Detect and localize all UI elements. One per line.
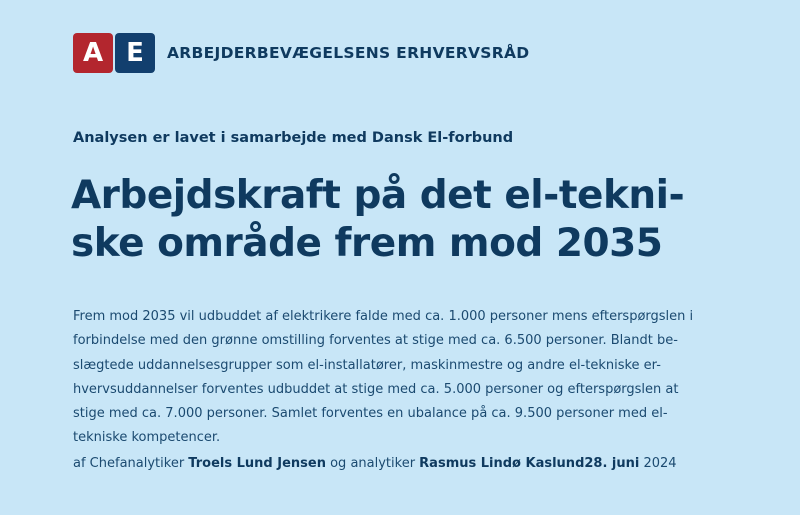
- title-line-1: Arbejdskraft på det el-tekni-: [71, 173, 685, 218]
- page-title: [71, 172, 691, 268]
- logo-e-box: E: [115, 33, 155, 73]
- authors: [73, 456, 584, 471]
- abstract-line: hvervsuddannelser forventes udbuddet at stige med ca. 5.000 personer og efterspørgslen at: [73, 381, 679, 397]
- abstract-line: stige med ca. 7.000 personer. Samlet forventes en ubalance på ca. 9.500 personer med el-: [73, 406, 668, 422]
- byline-prefix: af Chefanalytiker: [73, 456, 189, 471]
- abstract-line: slægtede uddannelsesgrupper som el-installatører, maskinmestre og andre el-tekniske er-: [73, 357, 661, 373]
- author-2: Rasmus Lindø Kaslund: [419, 456, 585, 471]
- byline: [73, 456, 677, 471]
- abstract-text: [73, 305, 694, 451]
- byline-middle: og analytiker: [325, 456, 420, 471]
- date-day-month: 28. juni: [584, 456, 640, 471]
- abstract-line: Frem mod 2035 vil udbuddet af elektrikere falde med ca. 1.000 personer mens efterspørgslen i: [73, 309, 694, 324]
- logo-a-box: A: [73, 33, 113, 73]
- logo: [73, 33, 529, 73]
- abstract-line: forbindelse med den grønne omstilling forventes at stige med ca. 6.500 personer. Blandt be-: [73, 333, 678, 349]
- date-year: 2024: [639, 456, 677, 471]
- abstract-line: tekniske kompetencer.: [73, 430, 221, 446]
- author-1: Troels Lund Jensen: [188, 456, 326, 471]
- title-line-2: ske område frem mod 2035: [71, 221, 663, 266]
- publication-date: [584, 456, 676, 471]
- org-name: ARBEJDERBEVÆGELSENS ERHVERVSRÅD: [167, 44, 530, 62]
- subtitle: Analysen er lavet i samarbejde med Dansk El-forbund: [73, 130, 514, 146]
